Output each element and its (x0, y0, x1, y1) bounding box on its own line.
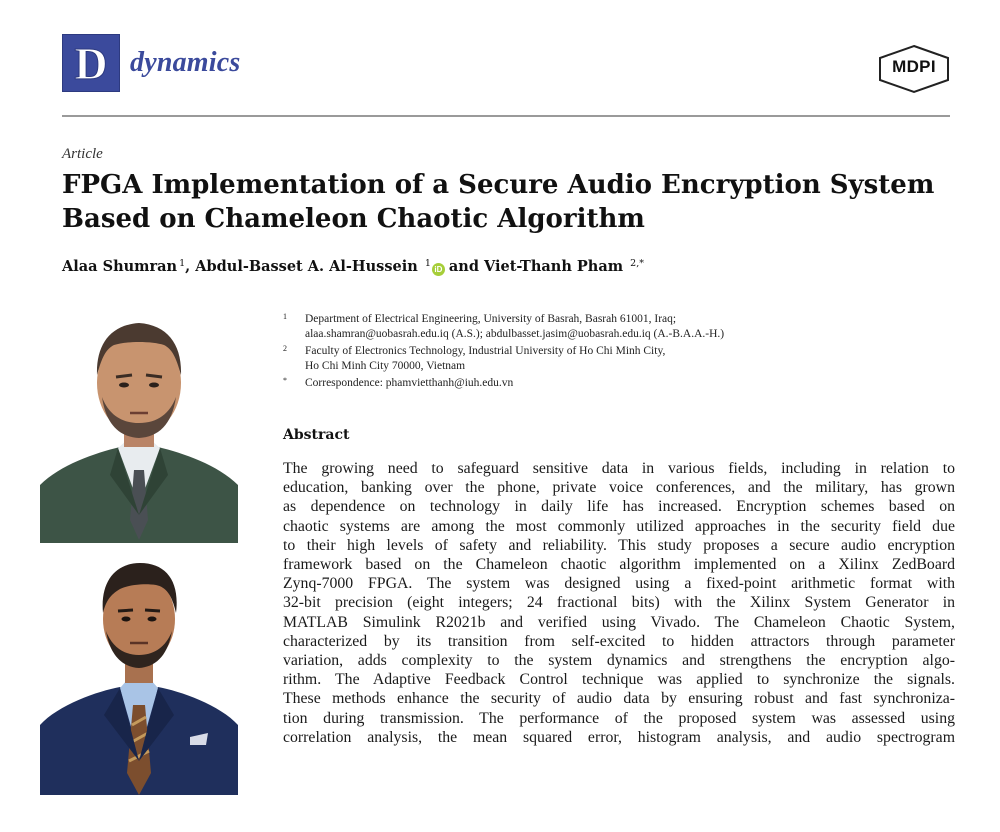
abstract-body (283, 459, 955, 747)
affiliation-line: Department of Electrical Engineering, University of Basrah, Basrah 61001, Iraq; (305, 313, 677, 325)
affiliation-item (283, 344, 843, 374)
journal-name: dynamics (130, 47, 241, 78)
author-photo (40, 305, 238, 543)
abstract-line: to their high levels of safety and reliability. This study proposes a secure audio encryption (283, 536, 955, 554)
orcid-icon[interactable]: iD (432, 263, 445, 276)
publisher-name: MDPI (892, 57, 936, 76)
abstract-line: MATLAB Simulink R2021b and verified using Vivado. The Chameleon Chaotic System, (283, 613, 955, 631)
publisher-logo (878, 44, 950, 94)
abstract-line: education, banking over the phone, private voice conferences, and the military, has grown (283, 479, 955, 497)
author-separator: , (185, 258, 191, 275)
abstract-line: chaotic systems are among the most commonly utilized approaches in the security field due (283, 517, 955, 535)
journal-emblem-icon (62, 34, 120, 92)
abstract-line: variation, adds complexity to the system dynamics and strengthens the encryption algo- (283, 652, 955, 670)
abstract-line: rithm. The Adaptive Feedback Control technique was applied to synchronize the signals. (283, 671, 955, 689)
abstract-line: characterized by its transition from self-excited to hidden attractors through parameter (283, 632, 955, 650)
affiliation-line: Ho Chi Minh City 70000, Vietnam (305, 360, 466, 372)
correspondence-email[interactable]: Correspondence: phamvietthanh@iuh.edu.vn (305, 377, 514, 389)
abstract-line: framework based on the Chameleon chaotic algorithm implemented on a Xilinx ZedBoard (283, 556, 955, 574)
abstract-line: correlation analysis, the mean squared error, histogram analysis, and audio spectrogram (283, 728, 955, 746)
author-list (62, 258, 644, 275)
affiliation-list (283, 312, 843, 393)
article-type: Article (62, 146, 103, 162)
header-divider (62, 115, 950, 117)
abstract-heading: Abstract (283, 427, 350, 443)
author-affiliation-mark: 1 (179, 258, 186, 269)
article-title-line: Based on Chameleon Chaotic Algorithm (62, 204, 645, 234)
affiliation-email-line[interactable]: alaa.shamran@uobasrah.edu.iq (A.S.); abdulbasset.jasim@uobasrah.edu.iq (A.-B.A.A.-H.) (305, 328, 725, 340)
correspondence-item (283, 376, 843, 391)
author-affiliation-mark: 1 (424, 258, 431, 269)
journal-logo (62, 34, 240, 92)
correspondence-mark: * (283, 376, 287, 385)
abstract-line: tion during transmission. The performance of the proposed system was assessed using (283, 709, 955, 727)
author-name: Alaa Shumran (62, 258, 178, 275)
affiliation-item (283, 312, 843, 342)
abstract-line: These methods enhance the security of audio data by ensuring robust and fast synchroniza- (283, 690, 955, 708)
article-title (62, 168, 942, 236)
author-name: and Viet-Thanh Pham (448, 258, 624, 275)
affiliation-mark: 2 (283, 344, 287, 353)
abstract-line: Zynq-7000 FPGA. The system was designed using a fixed-point arithmetic format with (283, 575, 955, 593)
author-name: Abdul-Basset A. Al-Hussein (195, 258, 418, 275)
author-photo (40, 555, 238, 795)
affiliation-line: Faculty of Electronics Technology, Industrial University of Ho Chi Minh City, (305, 345, 666, 357)
journal-emblem-letter: D (74, 38, 108, 89)
affiliation-mark: 1 (283, 312, 287, 321)
abstract-line: as dependence on technology in daily life has increased. Encryption schemes based on (283, 498, 955, 516)
abstract-line: 32-bit precision (eight integers; 24 fractional bits) with the Xilinx System Generator in (283, 594, 955, 612)
article-title-line: FPGA Implementation of a Secure Audio Encryption System (62, 170, 935, 200)
abstract-line: The growing need to safeguard sensitive data in various fields, including in relation to (283, 460, 955, 477)
author-affiliation-mark: 2,* (630, 258, 644, 269)
